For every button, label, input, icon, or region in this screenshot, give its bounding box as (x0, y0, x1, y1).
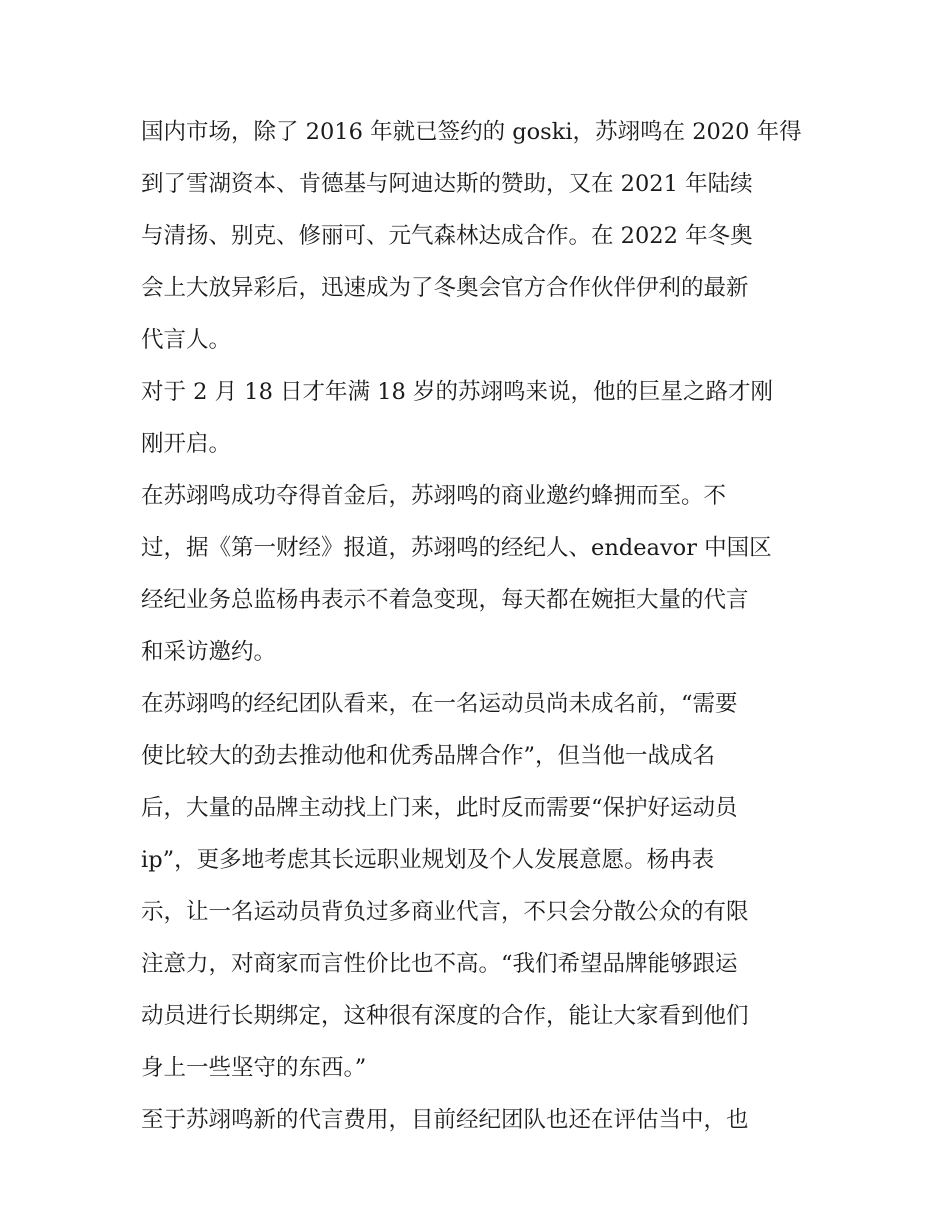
text-line: 在苏翊鸣成功夺得首金后，苏翊鸣的商业邀约蜂拥而至。不 (141, 483, 727, 509)
paragraph-sponsorships (141, 106, 813, 366)
text-line: 后，大量的品牌主动找上门来，此时反而需要“保护好运动员 (141, 795, 738, 821)
text-line: 注意力，对商家而言性价比也不高。“我们希望品牌能够跟运 (141, 951, 738, 977)
text-line: ip”，更多地考虑其长远职业规划及个人发展意愿。杨冉表 (141, 847, 715, 873)
article-body (141, 106, 813, 1146)
text-line: 动员进行长期绑定，这种很有深度的合作，能让大家看到他们 (141, 1003, 749, 1029)
text-line: 至于苏翊鸣新的代言费用，目前经纪团队也还在评估当中，也 (141, 1107, 749, 1133)
text-line: 使比较大的劲去推动他和优秀品牌合作”，但当他一战成名 (141, 743, 716, 769)
text-line: 会上大放异彩后，迅速成为了冬奥会官方合作伙伴伊利的最新 (141, 275, 749, 301)
text-line: 和采访邀约。 (141, 639, 277, 665)
text-line: 经纪业务总监杨冉表示不着急变现，每天都在婉拒大量的代言 (141, 587, 749, 613)
paragraph-star-road (141, 366, 813, 470)
text-line: 示，让一名运动员背负过多商业代言，不只会分散公众的有限 (141, 899, 749, 925)
text-line: 对于 2 月 18 日才年满 18 岁的苏翊鸣来说，他的巨星之路才刚 (141, 379, 773, 405)
text-line: 到了雪湖资本、肯德基与阿迪达斯的赞助，又在 2021 年陆续 (141, 171, 753, 197)
text-line: 身上一些坚守的东西。” (141, 1055, 367, 1081)
paragraph-agency-view (141, 678, 813, 1094)
text-line: 国内市场，除了 2016 年就已签约的 goski，苏翊鸣在 2020 年得 (141, 119, 802, 145)
paragraph-business-invitations (141, 470, 813, 678)
text-line: 在苏翊鸣的经纪团队看来，在一名运动员尚未成名前，“需要 (141, 691, 738, 717)
paragraph-endorsement-fees (141, 1094, 813, 1146)
text-line: 与清扬、别克、修丽可、元气森林达成合作。在 2022 年冬奥 (141, 223, 753, 249)
text-line: 刚开启。 (141, 431, 232, 457)
text-line: 代言人。 (141, 327, 232, 353)
text-line: 过，据《第一财经》报道，苏翊鸣的经纪人、endeavor 中国区 (141, 535, 772, 561)
